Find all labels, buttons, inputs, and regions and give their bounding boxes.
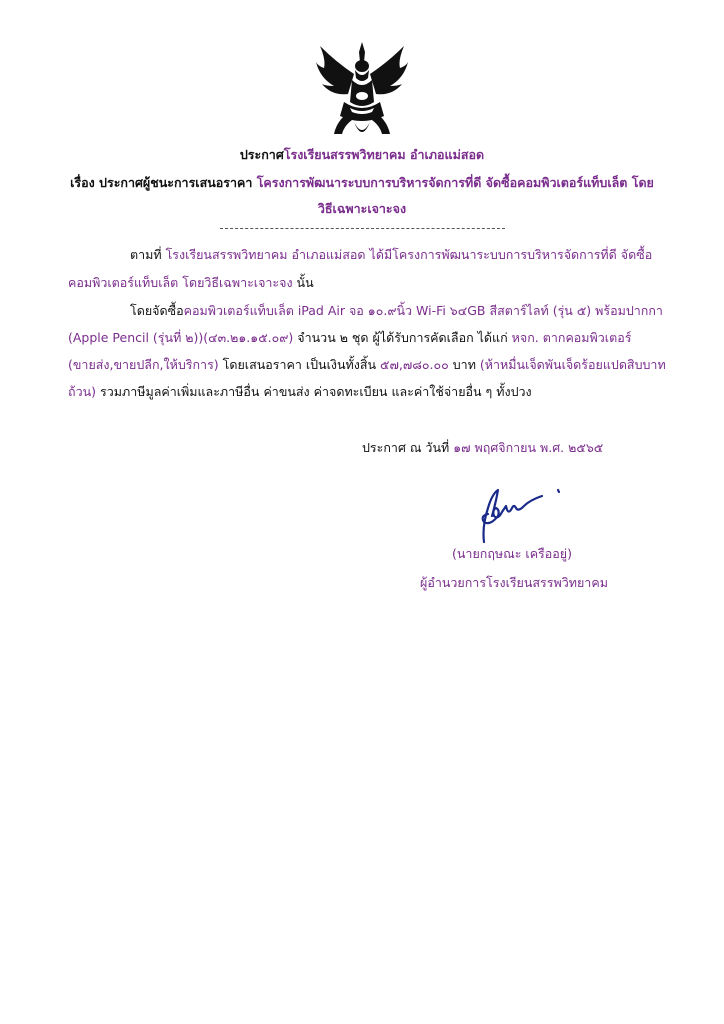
announce-date-line: ประกาศ ณ วันที่ ๑๗ พฤศจิกายน พ.ศ. ๒๕๖๕ bbox=[362, 440, 604, 455]
paragraph1-line2: คอมพิวเตอร์แท็บเล็ต โดยวิธีเฉพาะเจาะจง นั้น bbox=[68, 275, 314, 290]
signer-position: ผู้อำนวยการโรงเรียนสรรพวิทยาคม bbox=[420, 575, 608, 590]
paragraph2-line3: (ขายส่ง,ขายปลีก,ให้บริการ) โดยเสนอราคา เป็นเงินทั้งสิ้น ๕๗,๗๘๐.๐๐ บาท (ห้าหมื่นเจ็ดพันเจ็ดร้อยแปดสิบบาท bbox=[68, 357, 666, 372]
announcement-subject-line2: วิธีเฉพาะเจาะจง bbox=[317, 201, 407, 216]
paragraph1-line1: ตามที่ โรงเรียนสรรพวิทยาคม อำเภอแม่สอด ได้มีโครงการพัฒนาระบบการบริหารจัดการที่ดี จัดซื้อ bbox=[130, 247, 653, 262]
announcement-title: ประกาศโรงเรียนสรรพวิทยาคม อำเภอแม่สอด bbox=[239, 147, 485, 162]
garuda-emblem-icon bbox=[314, 40, 410, 140]
paragraph2-line2: (Apple Pencil (รุ่นที่ ๒))(๔๓.๒๑.๑๕.๐๙) จำนวน ๒ ชุด ผู้ได้รับการคัดเลือก ได้แก่ หจก. ตากคอมพิวเตอร์ bbox=[68, 330, 632, 345]
announcement-subject-line1: เรื่อง ประกาศผู้ชนะการเสนอราคา โครงการพัฒนาระบบการบริหารจัดการที่ดี จัดซื้อคอมพิวเตอร์แท็บเล็ต โดย bbox=[70, 175, 654, 190]
signer-name: (นายกฤษณะ เครืออยู่) bbox=[452, 546, 572, 561]
paragraph2-line4: ถ้วน) รวมภาษีมูลค่าเพิ่มและภาษีอื่น ค่าขนส่ง ค่าจดทะเบียน และค่าใช้จ่ายอื่น ๆ ทั้งปวง bbox=[68, 384, 532, 399]
separator-rule bbox=[220, 228, 505, 229]
paragraph2-line1: โดยจัดซื้อคอมพิวเตอร์แท็บเล็ต iPad Air จอ ๑๐.๙นิ้ว Wi-Fi ๖๔GB สีสตาร์ไลท์ (รุ่น ๕) พร้อมปากกา bbox=[130, 303, 663, 318]
handwritten-signature-icon bbox=[470, 486, 570, 544]
